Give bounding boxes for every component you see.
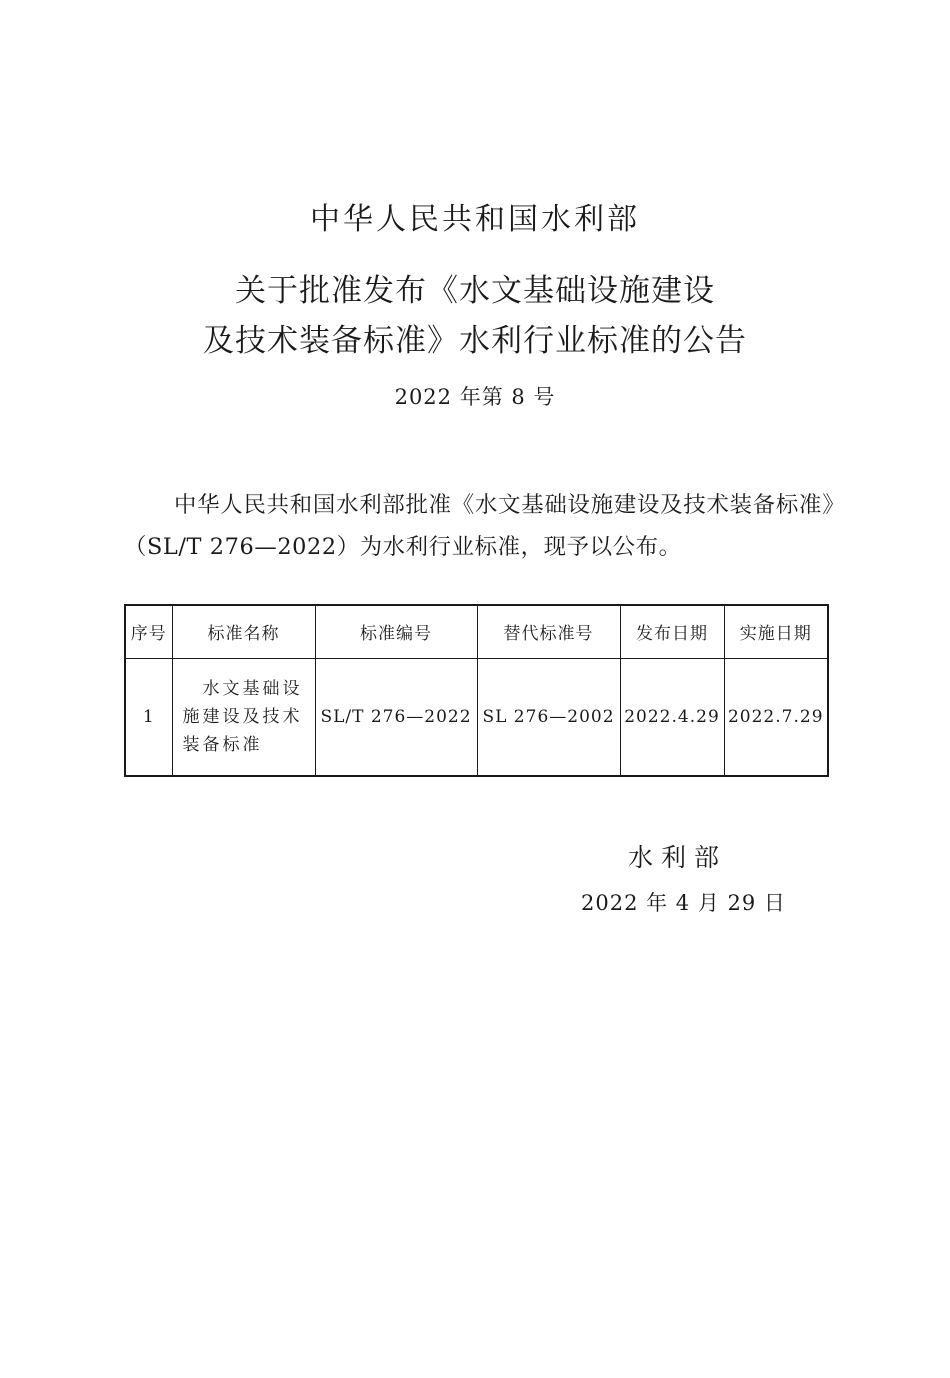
cell-index: 1 (125, 658, 172, 776)
issuing-ministry-heading: 中华人民共和国水利部 (310, 202, 640, 237)
signature-date: 2022 年 4 月 29 日 (581, 891, 786, 915)
cell-standard-name (172, 658, 315, 776)
cell-issue-date: 2022.4.29 (620, 658, 724, 776)
cell-effective-date: 2022.7.29 (724, 658, 828, 776)
signature-issuer: 水利部 (628, 843, 728, 872)
name-line-1: 水文基础设 (202, 678, 303, 699)
standards-table (124, 604, 829, 777)
name-line-2: 施建设及技术 (182, 706, 303, 727)
title-line-1: 关于批准发布《水文基础设施建设 (235, 273, 715, 309)
announcement-title (0, 266, 950, 366)
header-standard-name: 标准名称 (172, 605, 315, 658)
title-line-2: 及技术装备标准》水利行业标准的公告 (203, 323, 747, 359)
document-number: 2022 年第 8 号 (394, 385, 556, 409)
table-row (125, 658, 828, 776)
table-header-row (125, 605, 828, 658)
name-line-3: 装备标准 (182, 734, 263, 755)
header-standard-code: 标准编号 (315, 605, 477, 658)
header-issue-date: 发布日期 (620, 605, 724, 658)
header-effective-date: 实施日期 (724, 605, 828, 658)
header-replaced-standard: 替代标准号 (477, 605, 620, 658)
cell-standard-code: SL/T 276—2022 (315, 658, 477, 776)
cell-replaced-standard: SL 276—2002 (477, 658, 620, 776)
announcement-body: 中华人民共和国水利部批准《水文基础设施建设及技术装备标准》（SL/T 276—2022）为水利行业标准，现予以公布。 (124, 492, 834, 560)
header-index: 序号 (125, 605, 172, 658)
